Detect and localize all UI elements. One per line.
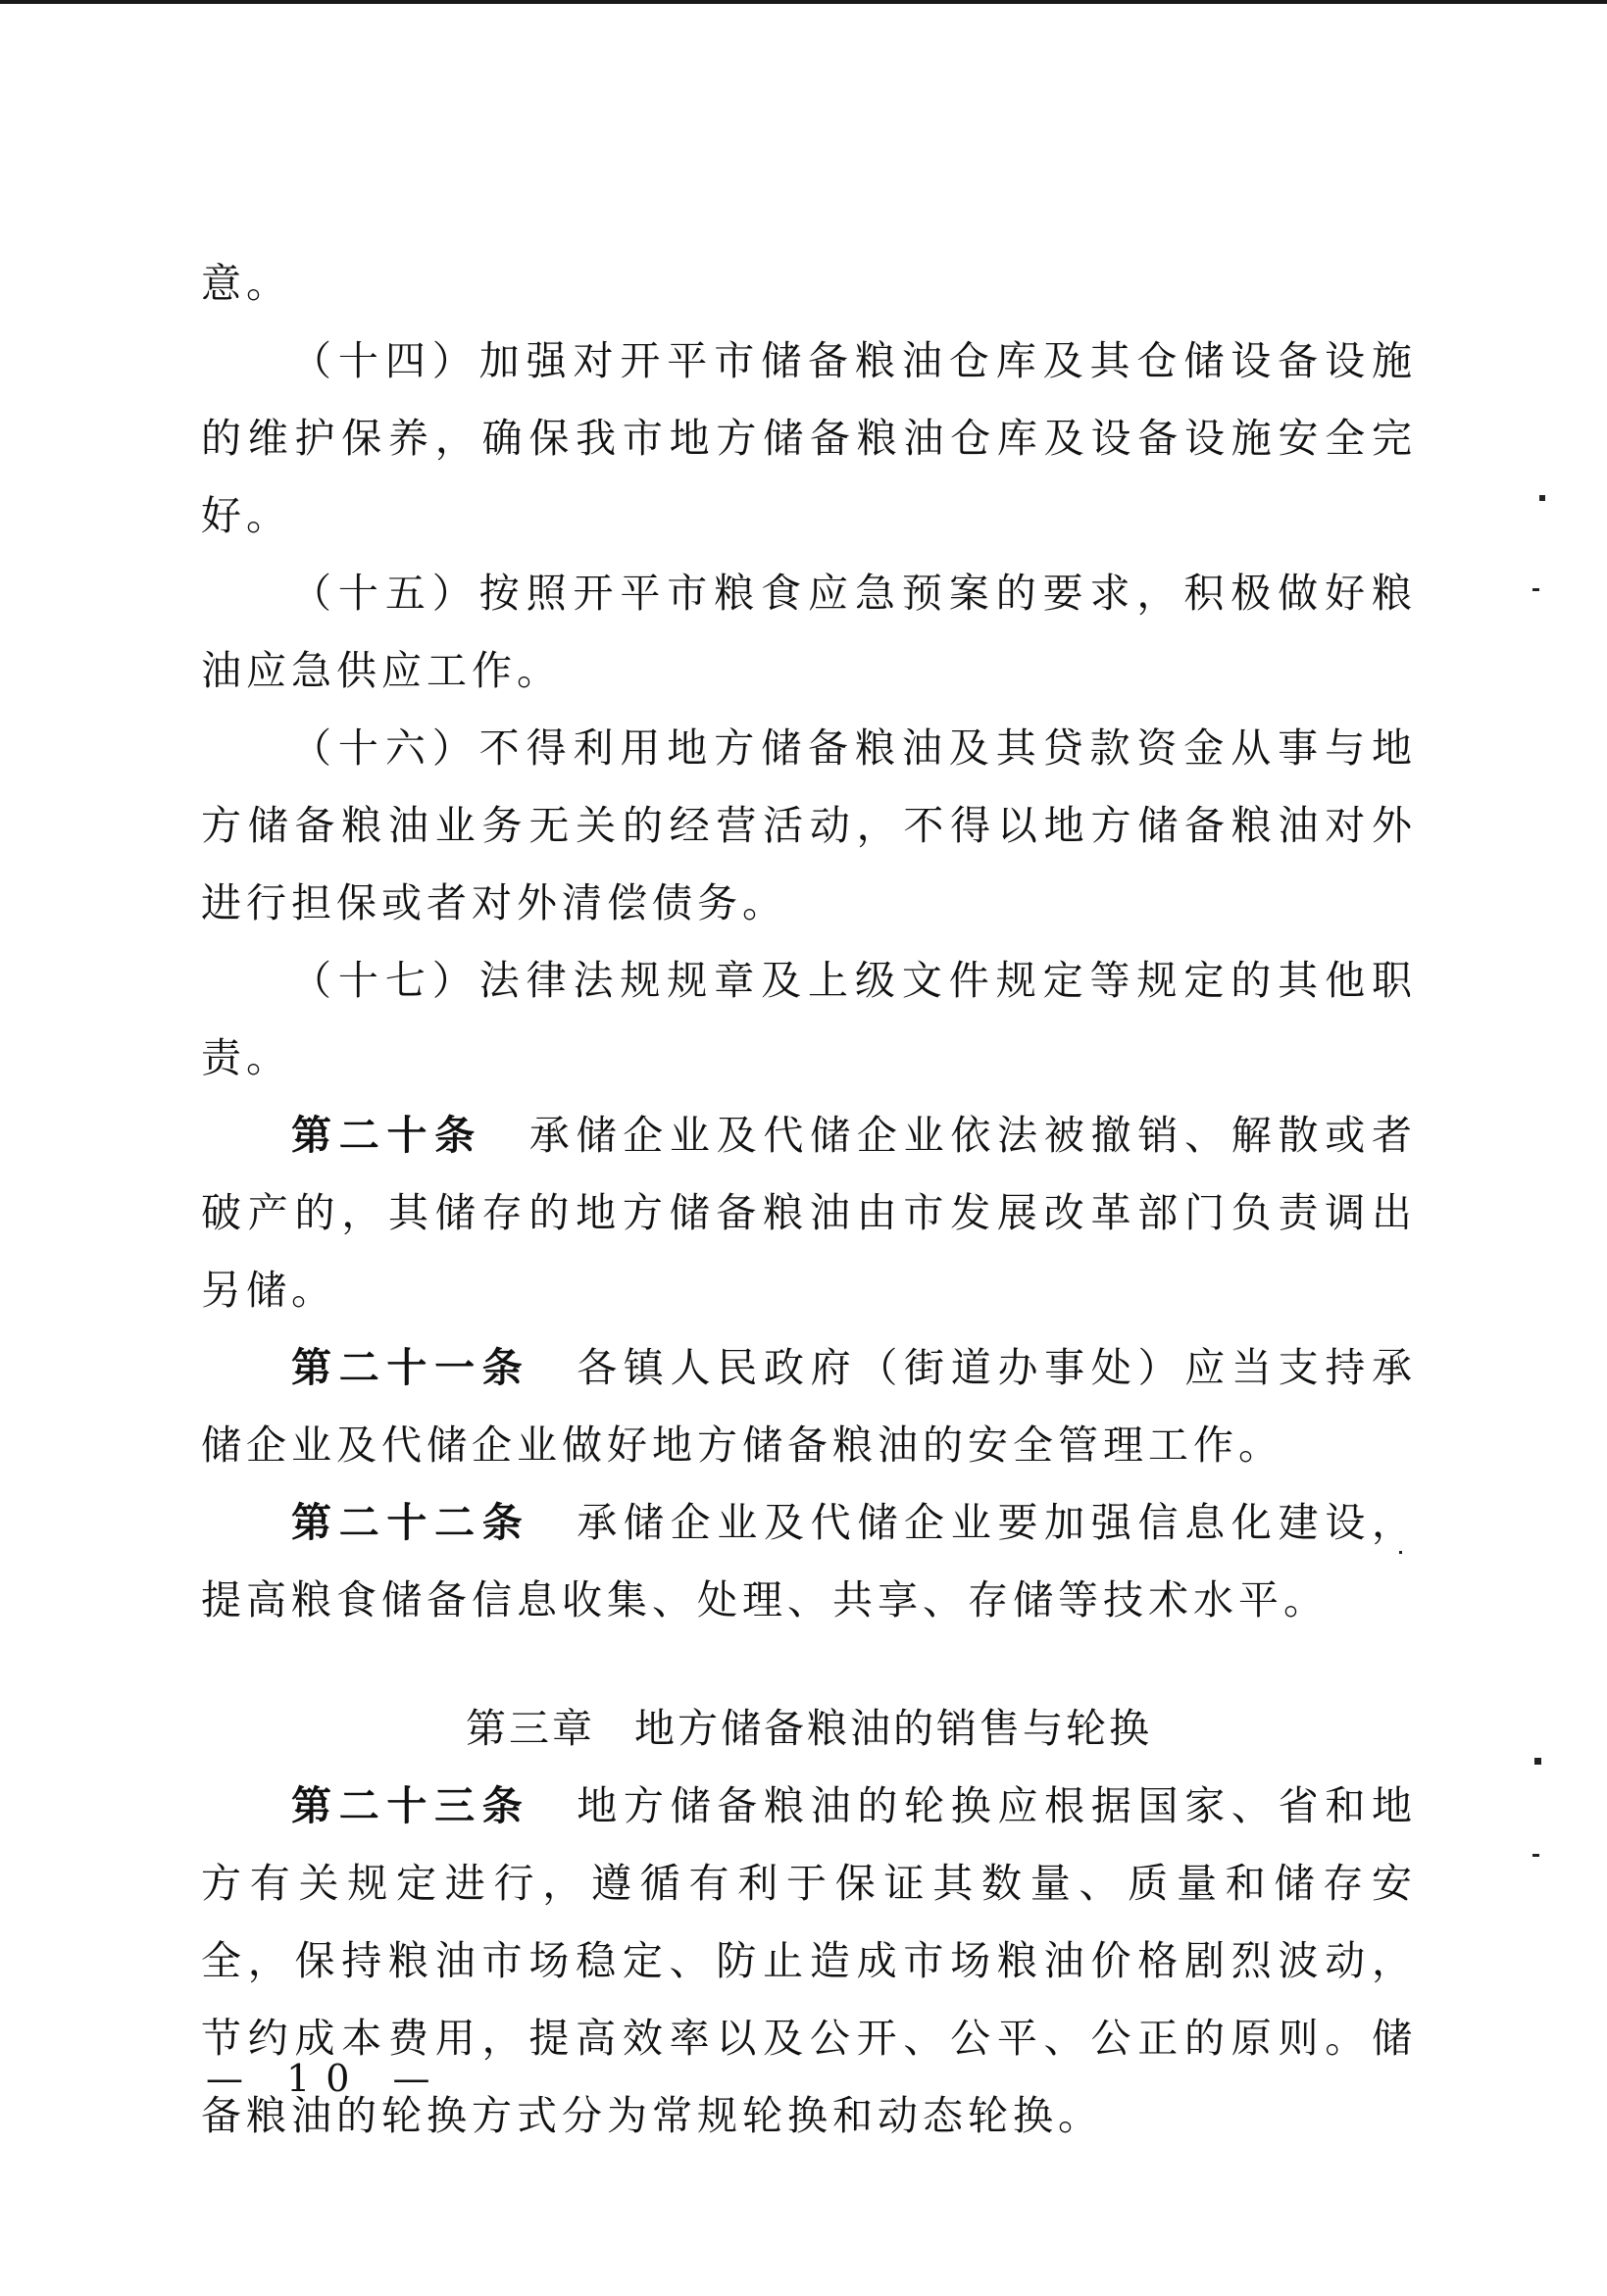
paragraph-group <box>201 245 1417 1639</box>
scan-speck <box>1532 588 1539 591</box>
chapter-heading <box>201 1690 1417 1768</box>
paragraph-text: 地方储备粮油的轮换应根据国家、省和地方有关规定进行，遵循有利于保证其数量、质量和储存安全，保持粮油市场稳定、防止造成市场粮油价格剧烈波动，节约成本费用，提高效率以及公开、公平、公正的原则。储备粮油的轮换方式分为常规轮换和动态轮换。 <box>201 1782 1418 2139</box>
paragraph <box>201 555 1417 710</box>
document-page <box>201 245 1417 2155</box>
paragraph <box>201 1329 1417 1484</box>
paragraph-text: 承储企业及代储企业依法被撤销、解散或者破产的，其储存的地方储备粮油由市发展改革部门负责调出另储。 <box>201 1112 1418 1314</box>
page-number: — 10 — <box>206 2057 446 2100</box>
section-gap <box>201 1639 1417 1690</box>
scan-speck <box>1532 1854 1539 1857</box>
paragraph <box>201 942 1417 1097</box>
paragraph <box>201 245 1417 323</box>
scan-speck <box>1534 1758 1541 1765</box>
paragraph-text: 各镇人民政府（街道办事处）应当支持承储企业及代储企业做好地方储备粮油的安全管理工作。 <box>201 1344 1418 1469</box>
chapter-title: 地方储备粮油的销售与轮换 <box>634 1705 1152 1752</box>
paragraph-text: 承储企业及代储企业要加强信息化建设，提高粮食储备信息收集、处理、共享、存储等技术水平。 <box>201 1499 1418 1623</box>
paragraph-text: （十四）加强对开平市储备粮油仓库及其仓储设备设施的维护保养，确保我市地方储备粮油仓库及设备设施安全完好。 <box>201 337 1417 539</box>
article-heading: 第二十三条 <box>291 1782 530 1829</box>
article-heading: 第二十条 <box>291 1112 482 1159</box>
paragraph-text: （十五）按照开平市粮食应急预案的要求，积极做好粮油应急供应工作。 <box>201 570 1417 694</box>
paragraph <box>201 710 1417 942</box>
article-heading: 第二十二条 <box>291 1499 530 1546</box>
paragraph <box>201 1097 1417 1329</box>
scan-top-border <box>0 0 1607 4</box>
paragraph-text: （十六）不得利用地方储备粮油及其贷款资金从事与地方储备粮油业务无关的经营活动，不得以地方储备粮油对外进行担保或者对外清偿债务。 <box>201 724 1417 926</box>
chapter-number: 第三章 <box>466 1705 595 1752</box>
paragraph <box>201 1484 1417 1639</box>
paragraph-text: 意。 <box>201 260 291 307</box>
paragraph <box>201 323 1417 555</box>
scan-speck <box>1399 1551 1402 1554</box>
article-heading: 第二十一条 <box>291 1344 530 1391</box>
scan-speck <box>1539 495 1545 501</box>
paragraph-text: （十七）法律法规规章及上级文件规定等规定的其他职责。 <box>201 957 1417 1081</box>
